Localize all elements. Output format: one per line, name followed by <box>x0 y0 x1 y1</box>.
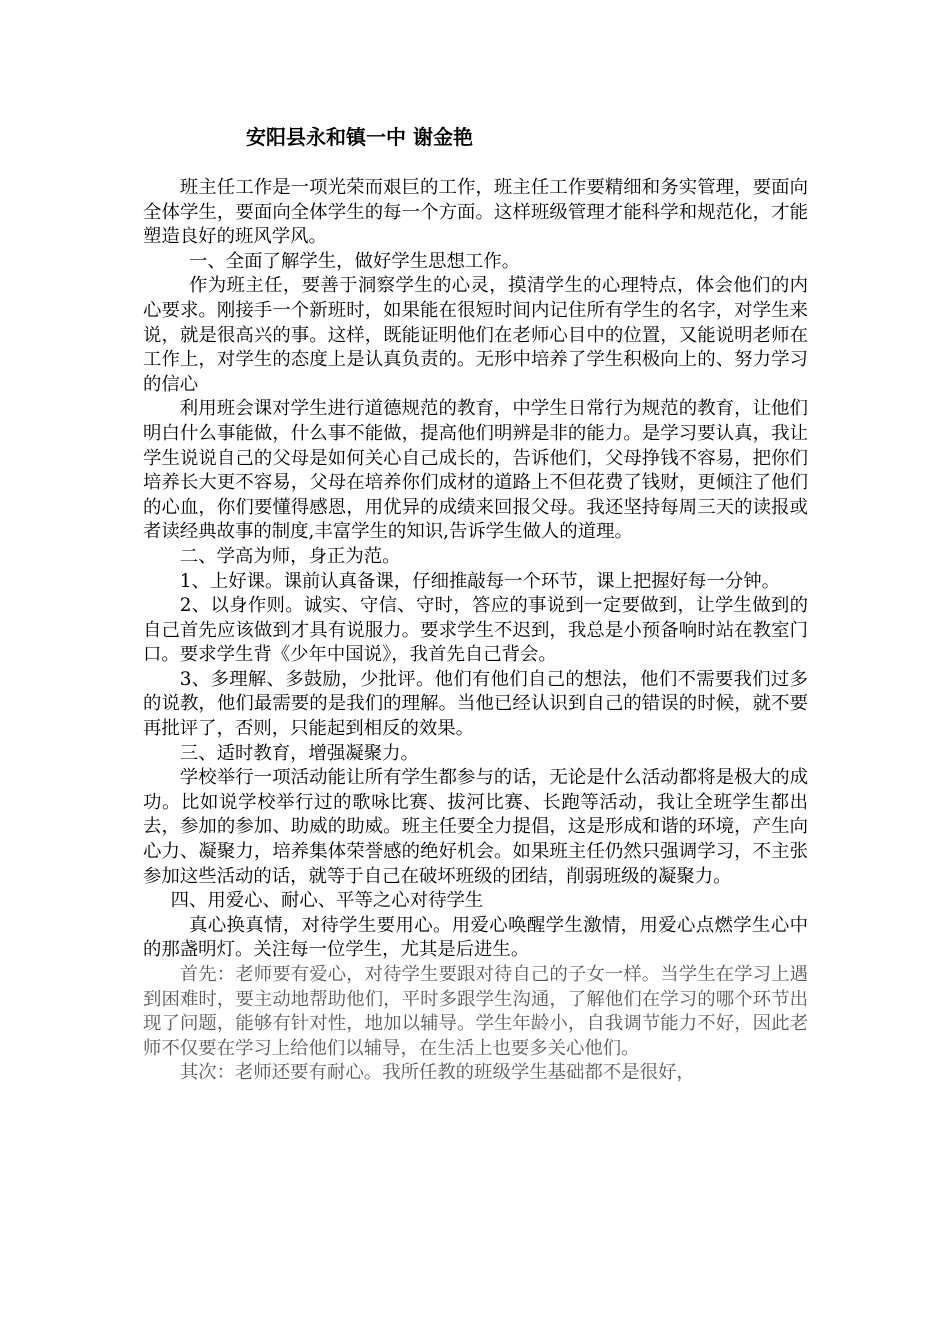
list-item: 2、以身作则。诚实、守信、守时，答应的事说到一定要做到，让学生做到的自己首先应该做到才具有说服力。要求学生不迟到，我总是小预备响时站在教室门口。要求学生背《少年中国说》，我首先自己背会。 <box>143 595 808 666</box>
paragraph: 首先：老师要有爱心，对待学生要跟对待自己的子女一样。当学生在学习上遇到困难时，要主动地帮助他们，平时多跟学生沟通，了解他们在学习的哪个环节出现了问题，能够有针对性，地加以辅导。学生年龄小，自我调节能力不好，因此老师不仅要在学习上给他们以辅导，在生活上也要多关心他们。 <box>143 964 808 1059</box>
list-item: 1、上好课。课前认真备课，仔细推敲每一个环节，课上把握好每一分钟。 <box>179 570 780 592</box>
document-body <box>143 176 808 1086</box>
section-heading-1: 一、全面了解学生，做好学生思想工作。 <box>189 250 521 272</box>
paragraph: 其次：老师还要有耐心。我所任教的班级学生基础都不是很好， <box>179 1062 695 1084</box>
paragraph: 真心换真情，对待学生要用心。用爱心唤醒学生激情，用爱心点燃学生心中的那盏明灯。关注每一位学生，尤其是后进生。 <box>143 914 808 961</box>
section-heading-4: 四、用爱心、耐心、平等之心对待学生 <box>170 890 484 912</box>
paragraph: 利用班会课对学生进行道德规范的教育，中学生日常行为规范的教育，让他们明白什么事能做，什么事不能做，提高他们明辨是非的能力。是学习要认真，我让学生说说自己的父母是如何关心自己成长的，告诉他们，父母挣钱不容易，把你们培养长大更不容易，父母在培养你们成材的道路上不但花费了钱财，更倾注了他们的心血，你们要懂得感恩，用优异的成绩来回报父母。我还坚持每周三天的读报或者读经典故事的制度,丰富学生的知识,告诉学生做人的道理。 <box>143 398 808 543</box>
section-heading-3: 三、适时教育，增强凝聚力。 <box>179 742 419 764</box>
document-title: 安阳县永和镇一中 谢金艳 <box>246 125 473 149</box>
paragraph-intro: 班主任工作是一项光荣而艰巨的工作，班主任工作要精细和务实管理，要面向全体学生，要面向全体学生的每一个方面。这样班级管理才能科学和规范化，才能塑造良好的班风学风。 <box>143 177 808 248</box>
paragraph: 作为班主任，要善于洞察学生的心灵，摸清学生的心理特点，体会他们的内心要求。刚接手一个新班时，如果能在很短时间内记住所有学生的名字，对学生来说，就是很高兴的事。这样，既能证明他们在老师心目中的位置，又能说明老师在工作上，对学生的态度上是认真负责的。无形中培养了学生积极向上的、努力学习的信心 <box>143 275 808 395</box>
paragraph: 学校举行一项活动能让所有学生都参与的话，无论是什么活动都将是极大的成功。比如说学校举行过的歌咏比赛、拔河比赛、长跑等活动，我让全班学生都出去，参加的参加、助威的助威。班主任要全力提倡，这是形成和谐的环境，产生向心力、凝聚力，培养集体荣誉感的绝好机会。如果班主任仍然只强调学习，不主张参加这些活动的话，就等于自己在破坏班级的团结，削弱班级的凝聚力。 <box>143 767 808 887</box>
section-heading-2: 二、学高为师，身正为范。 <box>179 545 401 567</box>
list-item: 3、多理解、多鼓励，少批评。他们有他们自己的想法，他们不需要我们过多的说教，他们最需要的是我们的理解。当他已经认识到自己的错误的时候，就不要再批评了，否则，只能起到相反的效果。 <box>143 668 808 740</box>
